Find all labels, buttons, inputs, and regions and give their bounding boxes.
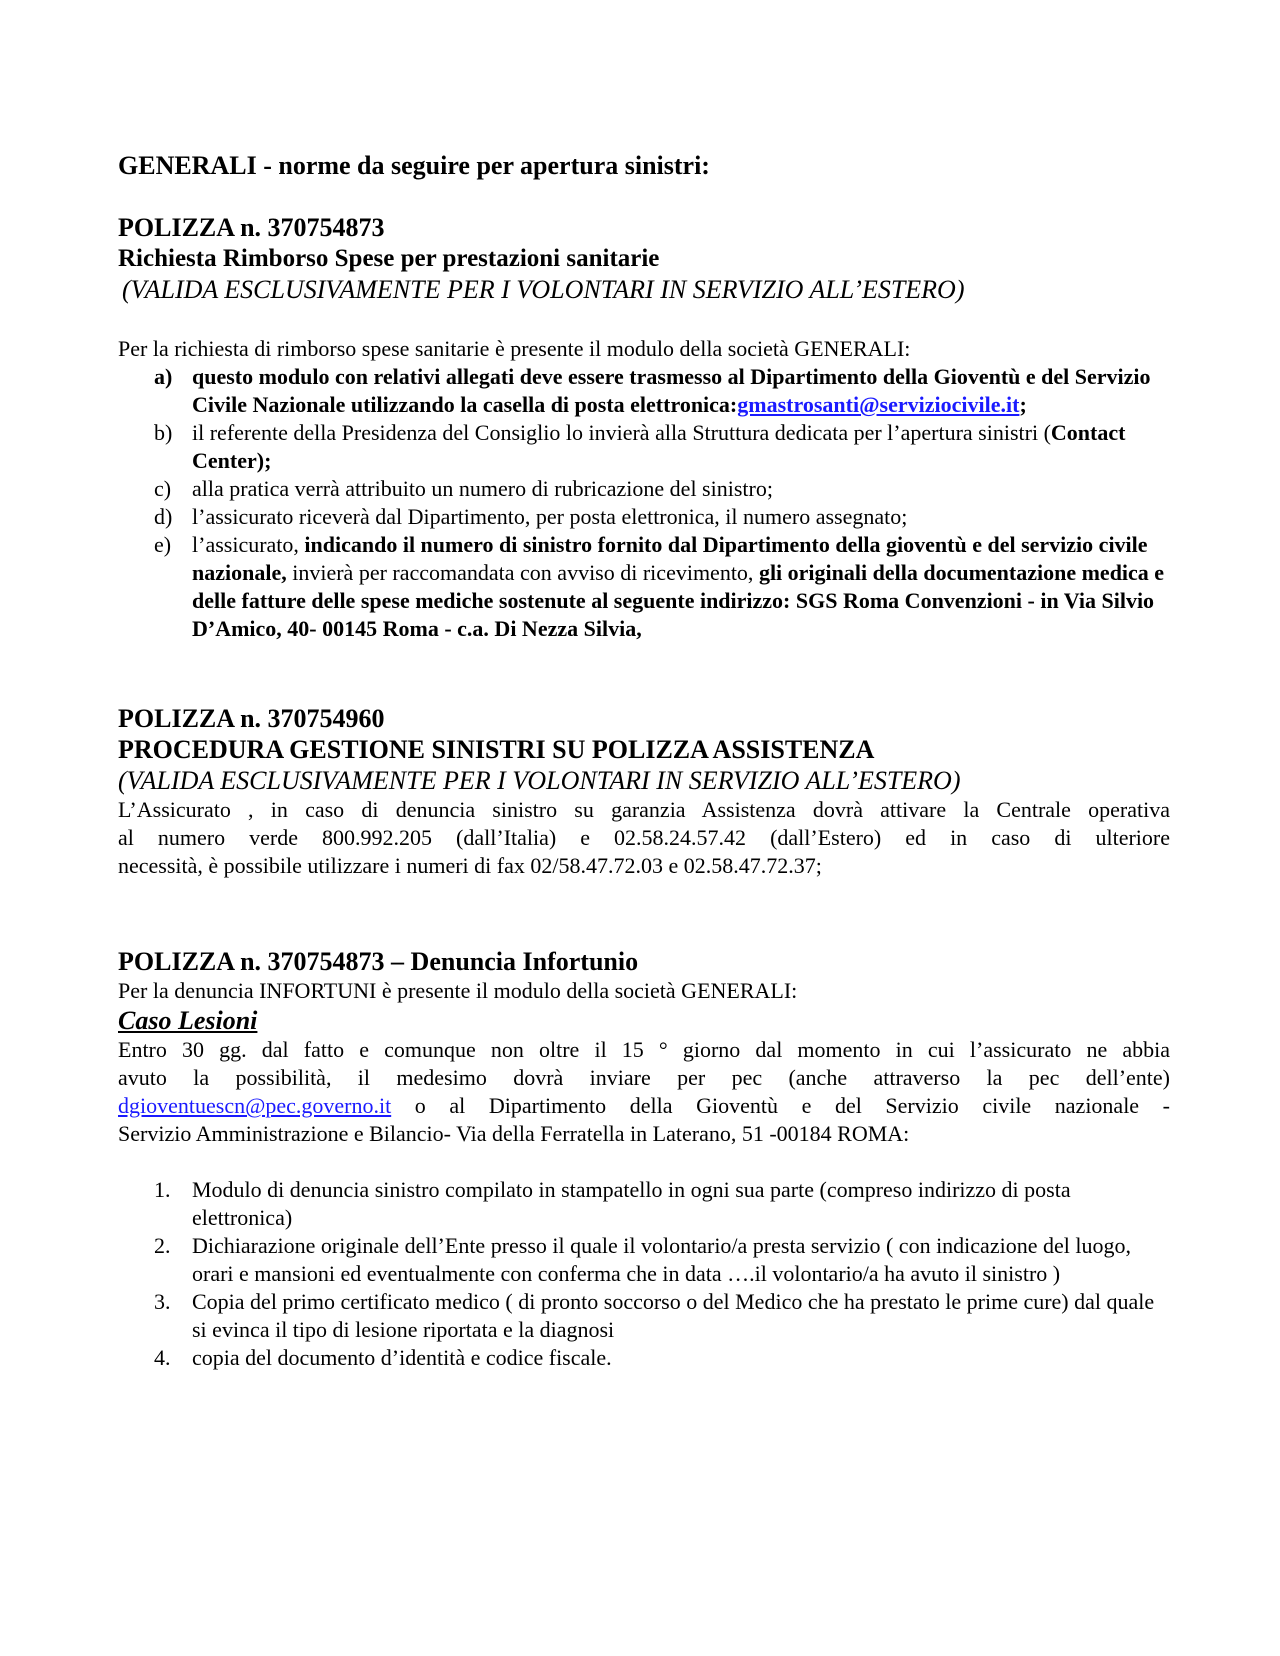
- list-marker: c): [154, 476, 172, 501]
- section3-intro: Per la denuncia INFORTUNI è presente il modulo della società GENERALI:: [118, 978, 798, 1003]
- item-text: il referente della Presidenza del Consiglio lo invierà alla Struttura dedicata per l’apertura sinistri (: [192, 420, 1051, 445]
- main-title: GENERALI - norme da seguire per apertura sinistri:: [118, 151, 710, 180]
- list-item: [118, 1176, 1170, 1232]
- email-link[interactable]: gmastrosanti@serviziocivile.it: [737, 392, 1020, 417]
- item-bold-text: indicando il numero di sinistro fornito dal Dipartimento della gioventù e del servizio civile nazionale,: [192, 532, 1148, 585]
- item-text: l’assicurato riceverà dal Dipartimento, per posta elettronica, il numero assegnato;: [192, 504, 908, 529]
- section2-line: al numero verde 800.992.205 (dall’Italia) e 02.58.24.57.42 (dall’Estero) ed in caso di ulteriore: [118, 825, 1170, 850]
- section3-paragraph-line: Servizio Amministrazione e Bilancio- Via della Ferratella in Laterano, 51 -00184 ROMA:: [118, 1121, 910, 1146]
- list-item: [118, 1288, 1170, 1344]
- section2-line: necessità, è possibile utilizzare i numeri di fax 02/58.47.72.03 e 02.58.47.72.37;: [118, 853, 822, 878]
- section1-intro: Per la richiesta di rimborso spese sanitarie è presente il modulo della società GENERALI:: [118, 336, 911, 361]
- list-marker: 4.: [154, 1345, 171, 1370]
- list-item: [118, 419, 1170, 475]
- section2-validity: (VALIDA ESCLUSIVAMENTE PER I VOLONTARI IN SERVIZIO ALL’ESTERO): [118, 766, 961, 795]
- section3-paragraph-line: avuto la possibilità, il medesimo dovrà inviare per pec (anche attraverso la pec dell’ente): [118, 1065, 1170, 1090]
- item-text: questo modulo con relativi allegati deve essere trasmesso al Dipartimento della Gioventù e del Servizio Civile Nazionale utilizzando la casella di posta elettronica:: [192, 364, 1151, 417]
- item-text: ;: [1019, 392, 1027, 417]
- section2-subtitle: PROCEDURA GESTIONE SINISTRI SU POLIZZA ASSISTENZA: [118, 735, 875, 764]
- section3-paragraph-line: Entro 30 gg. dal fatto e comunque non oltre il 15 ° giorno dal momento in cui l’assicurato ne abbia: [118, 1037, 1170, 1062]
- list-item: [118, 475, 1170, 503]
- item-text: Modulo di denuncia sinistro compilato in stampatello in ogni sua parte (compreso indirizzo di posta elettronica): [192, 1177, 1071, 1230]
- item-bold-text: gli originali della documentazione medica e delle fatture delle spese mediche sostenute al seguente indirizzo: SGS Roma Convenzioni - in Via Silvio D’Amico, 40- 00145 Roma - c.a. Di Nezza Silvia,: [192, 560, 1165, 641]
- pec-email-link[interactable]: dgioventuescn@pec.governo.it: [118, 1093, 392, 1118]
- item-text: invierà per raccomandata con avviso di ricevimento,: [286, 560, 759, 585]
- section2-line: L’Assicurato , in caso di denuncia sinistro su garanzia Assistenza dovrà attivare la Centrale operativa: [118, 797, 1170, 822]
- item-text: Dichiarazione originale dell’Ente presso il quale il volontario/a presta servizio ( con indicazione del luogo, orari e mansioni ed eventualmente con conferma che in data ….il volontario/a ha avuto il sinistro ): [192, 1233, 1131, 1286]
- section3-list: [118, 1176, 1170, 1372]
- document-page: [118, 150, 1170, 1372]
- item-text: l’assicurato,: [192, 532, 305, 557]
- list-item: [118, 503, 1170, 531]
- list-item: [118, 1344, 1170, 1372]
- list-item: [118, 531, 1170, 643]
- section3-title: POLIZZA n. 370754873 – Denuncia Infortunio: [118, 947, 639, 976]
- section1-list: [118, 363, 1170, 643]
- section3-paragraph-line: [118, 1092, 1170, 1120]
- list-marker: 1.: [154, 1177, 171, 1202]
- section2-policy: POLIZZA n. 370754960: [118, 704, 385, 733]
- item-text: copia del documento d’identità e codice fiscale.: [192, 1345, 612, 1370]
- paragraph-text: o al Dipartimento della Gioventù e del Servizio civile nazionale -: [391, 1093, 1170, 1118]
- list-marker: 3.: [154, 1289, 171, 1314]
- section1-policy: POLIZZA n. 370754873: [118, 213, 385, 242]
- caso-lesioni-heading: Caso Lesioni: [118, 1006, 258, 1035]
- item-text: alla pratica verrà attribuito un numero di rubricazione del sinistro;: [192, 476, 773, 501]
- item-text: Copia del primo certificato medico ( di pronto soccorso o del Medico che ha prestato le prime cure) dal quale si evinca il tipo di lesione riportata e la diagnosi: [192, 1289, 1155, 1342]
- list-marker: a): [154, 364, 173, 389]
- list-item: [118, 1232, 1170, 1288]
- item-bold-text: Contact Center);: [192, 420, 1126, 473]
- section1-validity: (VALIDA ESCLUSIVAMENTE PER I VOLONTARI IN SERVIZIO ALL’ESTERO): [122, 275, 965, 304]
- list-marker: b): [154, 420, 173, 445]
- list-marker: e): [154, 532, 172, 557]
- section1-subtitle: Richiesta Rimborso Spese per prestazioni sanitarie: [118, 245, 660, 272]
- list-item: [118, 363, 1170, 419]
- list-marker: d): [154, 504, 173, 529]
- list-marker: 2.: [154, 1233, 171, 1258]
